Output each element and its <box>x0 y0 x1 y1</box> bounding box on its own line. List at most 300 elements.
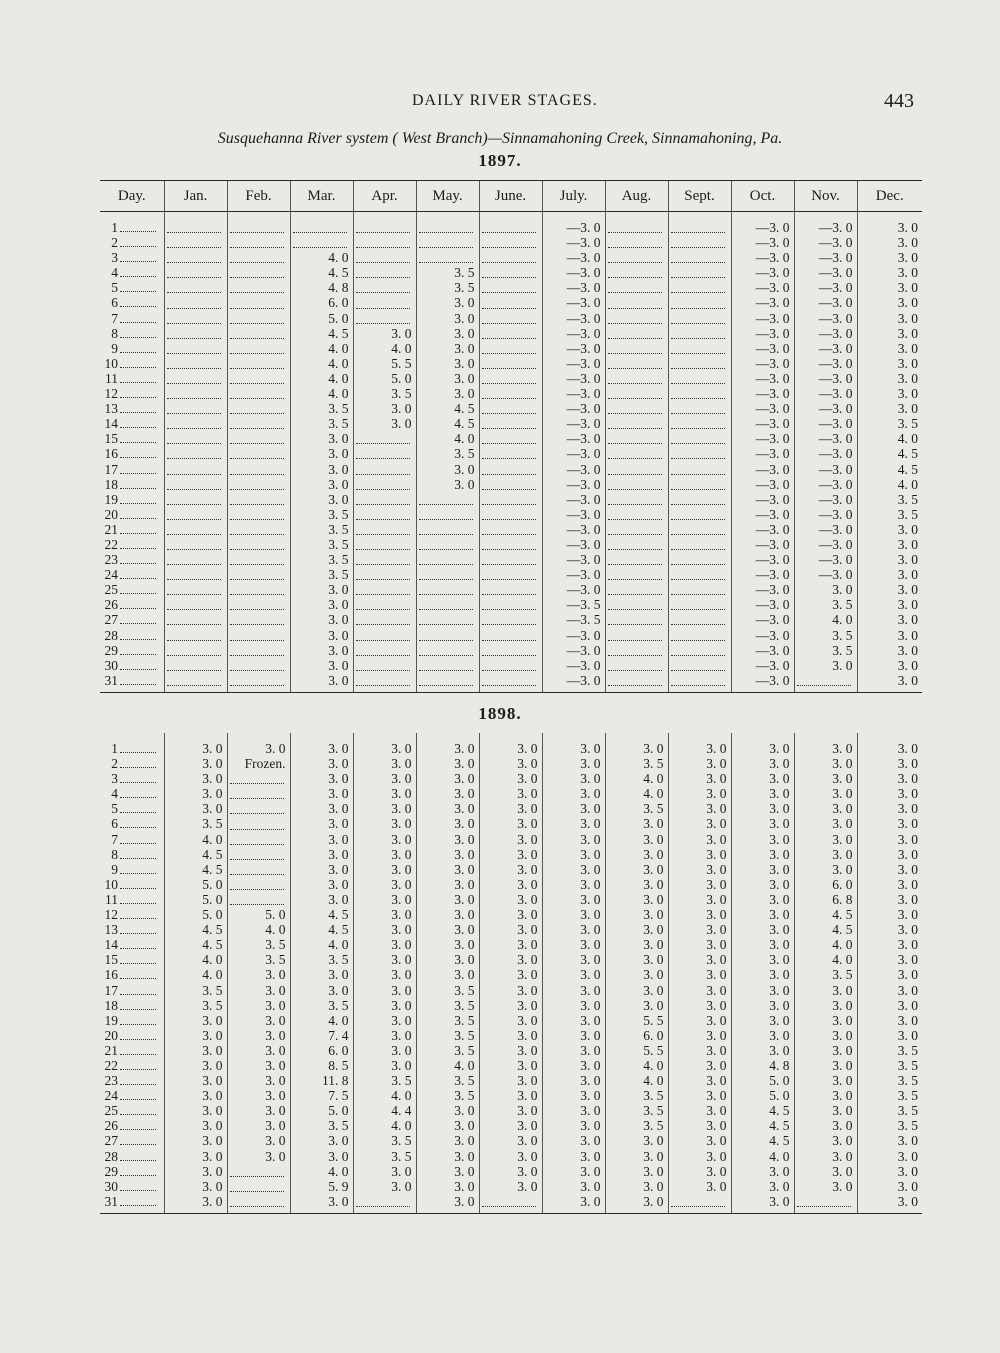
table-row <box>100 1013 922 1028</box>
stage-value: 5. 0 <box>290 311 353 326</box>
dotted-leader <box>230 1196 284 1207</box>
day-number: 7 <box>111 831 118 847</box>
dotted-leader <box>608 313 662 324</box>
stage-value: 3. 0 <box>416 1133 479 1148</box>
stage-value: 3. 0 <box>794 582 857 597</box>
dotted-leader <box>482 403 536 414</box>
empty-cell <box>668 416 731 431</box>
stage-value: —3. 0 <box>794 295 857 310</box>
dotted-leader <box>356 539 410 550</box>
empty-cell <box>668 492 731 507</box>
stage-value: 3. 0 <box>794 998 857 1013</box>
stage-value: 3. 0 <box>353 998 416 1013</box>
stage-value: —3. 5 <box>542 612 605 627</box>
empty-cell <box>668 597 731 612</box>
stage-value: —3. 0 <box>542 462 605 477</box>
stage-value: 3. 0 <box>479 832 542 847</box>
dotted-leader <box>482 539 536 550</box>
day-number: 16 <box>104 446 118 462</box>
column-header-month: May. <box>416 181 479 212</box>
empty-cell <box>353 462 416 477</box>
table-row <box>100 937 922 952</box>
river-stage-table-1897 <box>100 180 922 693</box>
dotted-leader <box>120 298 156 307</box>
day-cell <box>100 1118 164 1133</box>
dotted-leader <box>608 388 662 399</box>
empty-cell <box>416 537 479 552</box>
stage-value: 3. 0 <box>290 582 353 597</box>
stage-value: —3. 0 <box>794 446 857 461</box>
stage-value: —3. 0 <box>731 431 794 446</box>
dotted-leader <box>482 599 536 610</box>
empty-cell <box>353 477 416 492</box>
stage-value: —3. 0 <box>542 280 605 295</box>
dotted-leader <box>671 614 725 625</box>
dotted-leader <box>120 600 156 609</box>
stage-value: 4. 0 <box>227 922 290 937</box>
dotted-leader <box>482 343 536 354</box>
empty-cell <box>605 507 668 522</box>
column-header-month: Sept. <box>668 181 731 212</box>
stage-value: 3. 5 <box>416 280 479 295</box>
dotted-leader <box>671 554 725 565</box>
stage-value: —3. 0 <box>731 507 794 522</box>
dotted-leader <box>230 834 284 845</box>
empty-cell <box>605 250 668 265</box>
day-cell <box>100 862 164 877</box>
stage-value: 3. 0 <box>542 832 605 847</box>
dotted-leader <box>120 895 156 904</box>
empty-cell <box>353 235 416 250</box>
stage-value: 3. 0 <box>605 922 668 937</box>
dotted-leader <box>120 955 156 964</box>
table-row <box>100 922 922 937</box>
empty-cell <box>479 386 542 401</box>
stage-value: 3. 0 <box>668 832 731 847</box>
day-number: 28 <box>104 1148 118 1164</box>
dotted-leader <box>356 494 410 505</box>
empty-cell <box>605 658 668 673</box>
stage-value: 3. 0 <box>857 937 922 952</box>
dotted-leader <box>120 1061 156 1070</box>
stage-value: 3. 0 <box>857 1164 922 1179</box>
stage-value: 3. 0 <box>605 816 668 831</box>
stage-value: 3. 0 <box>542 756 605 771</box>
stage-value: 4. 0 <box>731 1149 794 1164</box>
empty-cell <box>605 446 668 461</box>
empty-cell <box>227 522 290 537</box>
dotted-leader <box>167 328 221 339</box>
dotted-leader <box>482 298 536 309</box>
dotted-leader <box>671 645 725 656</box>
stage-value: 3. 0 <box>794 658 857 673</box>
empty-cell <box>479 658 542 673</box>
stage-value: 3. 0 <box>794 733 857 756</box>
dotted-leader <box>167 448 221 459</box>
dotted-leader <box>419 252 473 263</box>
stage-value: 3. 5 <box>290 522 353 537</box>
stage-value: —3. 0 <box>542 582 605 597</box>
stage-value: 3. 0 <box>416 1103 479 1118</box>
dotted-leader <box>356 630 410 641</box>
stage-value: 3. 0 <box>416 847 479 862</box>
stage-value: —3. 0 <box>731 492 794 507</box>
stage-value: 3. 0 <box>227 1118 290 1133</box>
dotted-leader <box>671 237 725 248</box>
stage-value: 3. 0 <box>668 967 731 982</box>
day-cell <box>100 892 164 907</box>
empty-cell <box>227 295 290 310</box>
stage-value: 3. 0 <box>479 816 542 831</box>
day-number: 1 <box>111 741 118 756</box>
column-header-month: Mar. <box>290 181 353 212</box>
dotted-leader <box>120 540 156 549</box>
stage-value: 3. 0 <box>794 1164 857 1179</box>
stage-value: 3. 0 <box>164 786 227 801</box>
empty-cell <box>164 431 227 446</box>
empty-cell <box>164 356 227 371</box>
stage-value: 3. 0 <box>794 1088 857 1103</box>
stage-value: 3. 0 <box>479 952 542 967</box>
stage-value: 3. 5 <box>290 537 353 552</box>
empty-cell <box>353 597 416 612</box>
empty-cell <box>227 462 290 477</box>
day-cell <box>100 446 164 461</box>
dotted-leader <box>671 313 725 324</box>
stage-value: 3. 0 <box>731 1194 794 1214</box>
day-number: 12 <box>104 386 118 402</box>
empty-cell <box>479 311 542 326</box>
empty-cell <box>353 537 416 552</box>
empty-cell <box>164 250 227 265</box>
day-number: 26 <box>104 597 118 613</box>
empty-cell <box>479 567 542 582</box>
dotted-leader <box>482 448 536 459</box>
stage-value: 3. 5 <box>857 492 922 507</box>
stage-value: Frozen. <box>227 756 290 771</box>
stage-value: 3. 0 <box>857 356 922 371</box>
stage-value: 3. 0 <box>857 862 922 877</box>
stage-value: 3. 0 <box>857 401 922 416</box>
dotted-leader <box>120 495 156 504</box>
stage-value: 5. 0 <box>164 907 227 922</box>
empty-cell <box>479 401 542 416</box>
stage-value: 3. 0 <box>353 937 416 952</box>
stage-value: 3. 0 <box>857 907 922 922</box>
stage-value: —3. 0 <box>542 250 605 265</box>
day-cell <box>100 356 164 371</box>
stage-value: 3. 0 <box>164 1088 227 1103</box>
dotted-leader <box>167 433 221 444</box>
stage-value: 3. 5 <box>353 386 416 401</box>
dotted-leader <box>608 328 662 339</box>
stage-value: —3. 0 <box>794 341 857 356</box>
stage-value: —3. 0 <box>731 280 794 295</box>
dotted-leader <box>419 509 473 520</box>
day-number: 1 <box>111 220 118 235</box>
stage-value: —3. 0 <box>542 295 605 310</box>
stage-value: 3. 0 <box>857 1013 922 1028</box>
empty-cell <box>227 643 290 658</box>
stage-value: 3. 0 <box>353 1179 416 1194</box>
empty-cell <box>605 492 668 507</box>
day-number: 2 <box>111 756 118 772</box>
stage-value: 3. 0 <box>857 733 922 756</box>
dotted-leader <box>671 1196 725 1207</box>
empty-cell <box>479 295 542 310</box>
empty-cell <box>353 280 416 295</box>
stage-value: 3. 0 <box>479 786 542 801</box>
column-header-month: Nov. <box>794 181 857 212</box>
stage-value: 4. 5 <box>416 416 479 431</box>
stage-value: 3. 5 <box>416 1088 479 1103</box>
stage-value: 3. 0 <box>857 612 922 627</box>
empty-cell <box>479 416 542 431</box>
empty-cell <box>605 643 668 658</box>
dotted-leader <box>167 660 221 671</box>
day-cell <box>100 1103 164 1118</box>
dotted-leader <box>120 986 156 995</box>
stage-value: 3. 0 <box>353 832 416 847</box>
stage-value: 3. 0 <box>164 1118 227 1133</box>
stage-value: 3. 0 <box>416 386 479 401</box>
day-cell <box>100 612 164 627</box>
stage-value: 4. 5 <box>731 1103 794 1118</box>
dotted-leader <box>120 1076 156 1085</box>
stage-value: 3. 0 <box>416 862 479 877</box>
page-number: 443 <box>884 90 914 112</box>
stage-value: 3. 0 <box>227 1103 290 1118</box>
stage-value: 3. 0 <box>731 1013 794 1028</box>
empty-cell <box>353 212 416 236</box>
stage-value: 4. 0 <box>794 612 857 627</box>
empty-cell <box>605 567 668 582</box>
day-number: 13 <box>104 922 118 938</box>
stage-value: —3. 0 <box>731 567 794 582</box>
stage-value: 4. 8 <box>290 280 353 295</box>
stage-value: 3. 0 <box>857 673 922 693</box>
dotted-leader <box>120 329 156 338</box>
stage-value: 3. 5 <box>290 952 353 967</box>
stage-value: 3. 0 <box>479 983 542 998</box>
dotted-leader <box>167 645 221 656</box>
stage-value: 3. 0 <box>290 673 353 693</box>
stage-value: 3. 0 <box>542 1179 605 1194</box>
day-number: 17 <box>104 982 118 998</box>
stage-value: 3. 0 <box>416 801 479 816</box>
stage-value: 3. 0 <box>416 1164 479 1179</box>
table-row <box>100 250 922 265</box>
table-row <box>100 311 922 326</box>
stage-value: —3. 0 <box>542 446 605 461</box>
empty-cell <box>227 771 290 786</box>
dotted-leader <box>608 675 662 686</box>
stage-value: 5. 0 <box>164 892 227 907</box>
day-cell <box>100 1088 164 1103</box>
stage-value: 3. 0 <box>668 1028 731 1043</box>
dotted-leader <box>482 675 536 686</box>
stage-value: 3. 0 <box>857 786 922 801</box>
stage-value: 4. 0 <box>290 386 353 401</box>
day-cell <box>100 295 164 310</box>
dotted-leader <box>671 584 725 595</box>
stage-value: 3. 0 <box>542 1149 605 1164</box>
empty-cell <box>227 446 290 461</box>
dotted-leader <box>167 630 221 641</box>
empty-cell <box>479 265 542 280</box>
empty-cell <box>353 673 416 693</box>
stage-value: 3. 0 <box>857 658 922 673</box>
stage-value: —3. 0 <box>542 431 605 446</box>
day-number: 9 <box>111 861 118 877</box>
dotted-leader <box>356 313 410 324</box>
empty-cell <box>353 567 416 582</box>
dotted-leader <box>671 539 725 550</box>
dotted-leader <box>120 268 156 277</box>
stage-value: 3. 0 <box>479 756 542 771</box>
dotted-leader <box>482 358 536 369</box>
stage-value: 3. 0 <box>668 998 731 1013</box>
dotted-leader <box>230 864 284 875</box>
dotted-leader <box>120 970 156 979</box>
dotted-leader <box>230 298 284 309</box>
dotted-leader <box>419 539 473 550</box>
stage-value: 3. 0 <box>668 983 731 998</box>
empty-cell <box>164 311 227 326</box>
stage-value: —3. 0 <box>794 462 857 477</box>
dotted-leader <box>482 630 536 641</box>
stage-value: 3. 0 <box>605 1164 668 1179</box>
stage-value: 3. 5 <box>416 1073 479 1088</box>
stage-value: 3. 0 <box>542 1164 605 1179</box>
dotted-leader <box>356 660 410 671</box>
dotted-leader <box>230 539 284 550</box>
stage-value: 3. 5 <box>164 983 227 998</box>
stage-value: 4. 5 <box>857 446 922 461</box>
stage-value: 3. 0 <box>857 265 922 280</box>
stage-value: 3. 0 <box>416 952 479 967</box>
dotted-leader <box>671 388 725 399</box>
dotted-leader <box>120 631 156 640</box>
empty-cell <box>479 446 542 461</box>
stage-value: 3. 0 <box>542 998 605 1013</box>
empty-cell <box>227 507 290 522</box>
stage-value: 4. 0 <box>353 1088 416 1103</box>
empty-cell <box>290 212 353 236</box>
stage-value: 3. 0 <box>857 280 922 295</box>
table-row <box>100 507 922 522</box>
stage-value: 3. 0 <box>794 1118 857 1133</box>
table-row <box>100 567 922 582</box>
stage-value: 3. 0 <box>857 235 922 250</box>
day-cell <box>100 1073 164 1088</box>
stage-value: 3. 0 <box>857 386 922 401</box>
dotted-leader <box>120 1136 156 1145</box>
stage-value: 3. 0 <box>605 892 668 907</box>
dotted-leader <box>120 646 156 655</box>
stage-value: 3. 0 <box>479 1149 542 1164</box>
stage-value: 6. 0 <box>290 295 353 310</box>
stage-value: 5. 0 <box>731 1088 794 1103</box>
dotted-leader <box>671 448 725 459</box>
stage-value: —3. 0 <box>794 250 857 265</box>
stage-value: 3. 0 <box>479 862 542 877</box>
stage-value: 3. 5 <box>857 1073 922 1088</box>
table-row <box>100 416 922 431</box>
stage-value: —3. 0 <box>731 673 794 693</box>
day-cell <box>100 477 164 492</box>
table-row <box>100 431 922 446</box>
table-row <box>100 1043 922 1058</box>
stage-value: 3. 0 <box>164 1058 227 1073</box>
table-row <box>100 235 922 250</box>
dotted-leader <box>120 759 156 768</box>
stage-value: —3. 0 <box>542 326 605 341</box>
stage-value: 4. 0 <box>290 1013 353 1028</box>
stage-value: 3. 0 <box>290 1133 353 1148</box>
empty-cell <box>416 492 479 507</box>
stage-value: 3. 0 <box>290 658 353 673</box>
dotted-leader <box>230 282 284 293</box>
dotted-leader <box>120 404 156 413</box>
dotted-leader <box>120 570 156 579</box>
stage-value: 3. 0 <box>668 1058 731 1073</box>
table-row <box>100 326 922 341</box>
stage-value: 3. 0 <box>857 847 922 862</box>
empty-cell <box>164 446 227 461</box>
day-cell <box>100 462 164 477</box>
stage-value: 3. 0 <box>164 1103 227 1118</box>
stage-value: 3. 0 <box>668 847 731 862</box>
stage-value: 3. 0 <box>857 522 922 537</box>
stage-value: 3. 0 <box>416 816 479 831</box>
stage-value: —3. 0 <box>542 477 605 492</box>
day-cell <box>100 431 164 446</box>
empty-cell <box>416 582 479 597</box>
stage-value: 3. 0 <box>542 922 605 937</box>
empty-cell <box>164 462 227 477</box>
stage-value: 3. 5 <box>605 801 668 816</box>
dotted-leader <box>671 282 725 293</box>
dotted-leader <box>230 418 284 429</box>
stage-value: 4. 5 <box>794 922 857 937</box>
stage-value: 3. 0 <box>164 1133 227 1148</box>
stage-value: 3. 0 <box>857 567 922 582</box>
stage-value: 3. 0 <box>857 801 922 816</box>
stage-value: —3. 0 <box>731 446 794 461</box>
dotted-leader <box>120 253 156 262</box>
stage-value: 5. 0 <box>353 371 416 386</box>
column-header-month: Aug. <box>605 181 668 212</box>
table-row <box>100 212 922 236</box>
stage-value: 3. 0 <box>353 922 416 937</box>
dotted-leader <box>230 509 284 520</box>
column-header-day: Day. <box>100 181 164 212</box>
stage-value: 3. 0 <box>668 816 731 831</box>
empty-cell <box>416 643 479 658</box>
stage-value: 3. 0 <box>353 1164 416 1179</box>
empty-cell <box>353 658 416 673</box>
empty-cell <box>164 492 227 507</box>
dotted-leader <box>120 865 156 874</box>
dotted-leader <box>608 373 662 384</box>
stage-value: —3. 0 <box>731 643 794 658</box>
dotted-leader <box>671 479 725 490</box>
dotted-leader <box>797 1196 851 1207</box>
dotted-leader <box>230 403 284 414</box>
stage-value: 3. 5 <box>857 1058 922 1073</box>
stage-value: —3. 0 <box>794 235 857 250</box>
